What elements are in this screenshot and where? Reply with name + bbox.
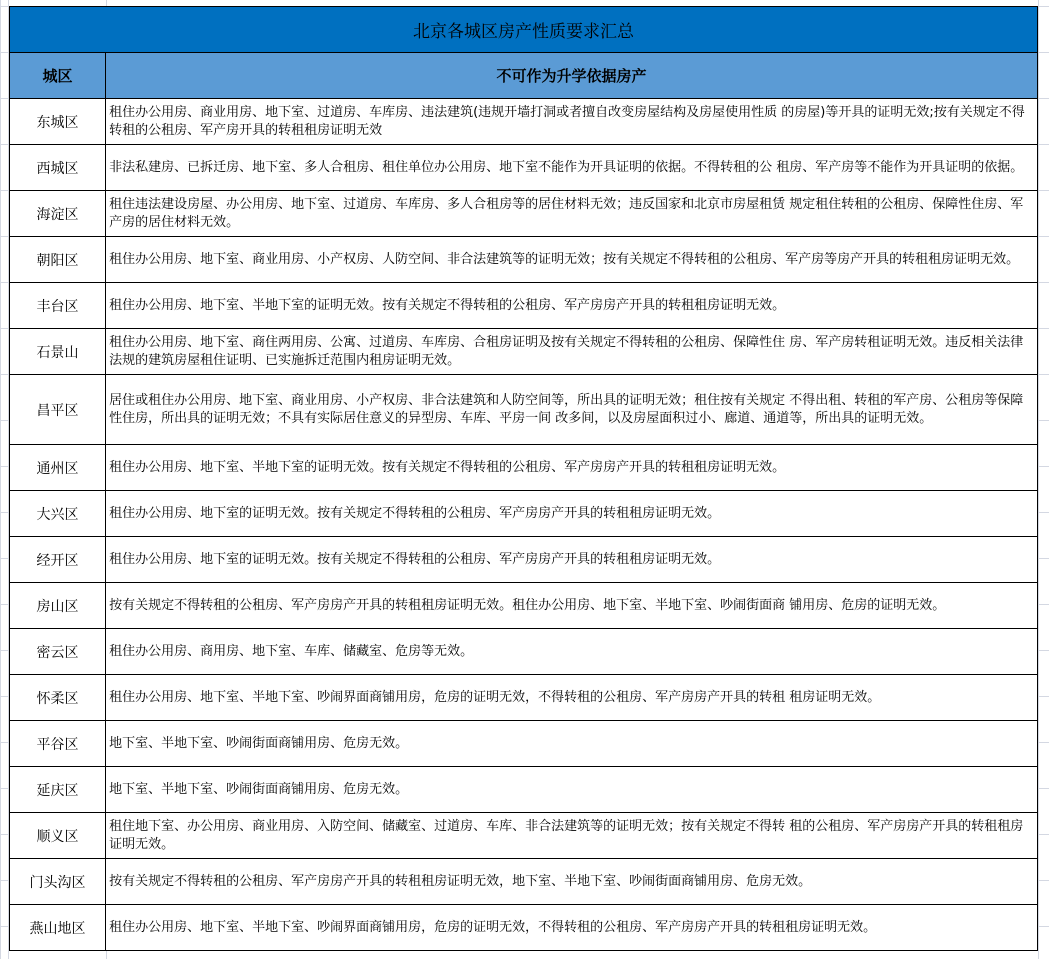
- table-row: [10, 859, 1038, 905]
- district-cell[interactable]: 石景山: [10, 329, 106, 375]
- district-cell[interactable]: 朝阳区: [10, 237, 106, 283]
- rule-cell[interactable]: 地下室、半地下室、吵闹街面商铺用房、危房无效。: [106, 767, 1038, 813]
- table-row: [10, 629, 1038, 675]
- rule-cell[interactable]: 按有关规定不得转租的公租房、军产房房产开具的转租租房证明无效，地下室、半地下室、吵闹街面商铺用房、危房无效。: [106, 859, 1038, 905]
- table-row: [10, 721, 1038, 767]
- district-cell[interactable]: 怀柔区: [10, 675, 106, 721]
- table-row: [10, 99, 1038, 145]
- rule-cell[interactable]: 租住办公用房、地下室、商住两用房、公寓、过道房、车库房、合租房证明及按有关规定不得转租的公租房、保障性住 房、军产房转租证明无效。违反相关法律法规的建筑房屋租住证明、已实施拆迁范围内租房证明无效。: [106, 329, 1038, 375]
- table-row: [10, 145, 1038, 191]
- table-row: [10, 537, 1038, 583]
- rule-cell[interactable]: 租住地下室、办公用房、商业用房、入防空间、储藏室、过道房、车库、非合法建筑等的证明无效；按有关规定不得转 租的公租房、军产房房产开具的转租租房证明无效。: [106, 813, 1038, 859]
- rule-cell[interactable]: 租住办公用房、商用房、地下室、车库、储藏室、危房等无效。: [106, 629, 1038, 675]
- table-row: [10, 491, 1038, 537]
- district-cell[interactable]: 顺义区: [10, 813, 106, 859]
- rule-cell[interactable]: 租住办公用房、地下室、商业用房、小产权房、人防空间、非合法建筑等的证明无效；按有关规定不得转租的公租房、军产房等房产开具的转租租房证明无效。: [106, 237, 1038, 283]
- district-cell[interactable]: 东城区: [10, 99, 106, 145]
- table-row: [10, 905, 1038, 951]
- table-title[interactable]: 北京各城区房产性质要求汇总: [10, 7, 1038, 53]
- rule-cell[interactable]: 租住办公用房、地下室、半地下室、吵闹界面商铺用房，危房的证明无效，不得转租的公租房、军产房房产开具的转租 租房证明无效。: [106, 675, 1038, 721]
- column-header-rule[interactable]: 不可作为升学依据房产: [106, 53, 1038, 99]
- district-cell[interactable]: 门头沟区: [10, 859, 106, 905]
- district-cell[interactable]: 昌平区: [10, 375, 106, 445]
- rule-cell[interactable]: 居住或租住办公用房、地下室、商业用房、小产权房、非合法建筑和人防空间等，所出具的证明无效；租住按有关规定 不得出租、转租的军产房、公租房等保障性住房，所出具的证明无效；不具有实际居住意义的异型房、车库、平房一间 改多间，以及房屋面积过小、廊道、通道等，所出具的证明无效。: [106, 375, 1038, 445]
- district-cell[interactable]: 丰台区: [10, 283, 106, 329]
- rule-cell[interactable]: 租住办公用房、地下室、半地下室、吵闹界面商铺用房，危房的证明无效，不得转租的公租房、军产房房产开具的转租租房证明无效。: [106, 905, 1038, 951]
- rule-cell[interactable]: 按有关规定不得转租的公租房、军产房房产开具的转租租房证明无效。租住办公用房、地下室、半地下室、吵闹街面商 铺用房、危房的证明无效。: [106, 583, 1038, 629]
- table-row: [10, 375, 1038, 445]
- district-cell[interactable]: 西城区: [10, 145, 106, 191]
- district-cell[interactable]: 大兴区: [10, 491, 106, 537]
- table-row: [10, 283, 1038, 329]
- table-row: [10, 329, 1038, 375]
- rule-cell[interactable]: 租住办公用房、地下室、半地下室的证明无效。按有关规定不得转租的公租房、军产房房产开具的转租租房证明无效。: [106, 445, 1038, 491]
- rule-cell[interactable]: 租住办公用房、地下室、半地下室的证明无效。按有关规定不得转租的公租房、军产房房产开具的转租租房证明无效。: [106, 283, 1038, 329]
- district-cell[interactable]: 延庆区: [10, 767, 106, 813]
- rule-cell[interactable]: 租住办公用房、地下室的证明无效。按有关规定不得转租的公租房、军产房房产开具的转租租房证明无效。: [106, 491, 1038, 537]
- rule-cell[interactable]: 租住办公用房、商业用房、地下室、过道房、车库房、违法建筑(违规开墙打洞或者擅自改变房屋结构及房屋使用性质 的房屋)等开具的证明无效;按有关规定不得转租的公租房、军产房开具的转租租房证明无效: [106, 99, 1038, 145]
- gridline-column: [1038, 0, 1039, 959]
- district-cell[interactable]: 燕山地区: [10, 905, 106, 951]
- district-cell[interactable]: 海淀区: [10, 191, 106, 237]
- table-row: [10, 237, 1038, 283]
- table-row: [10, 767, 1038, 813]
- table-row: [10, 191, 1038, 237]
- district-cell[interactable]: 密云区: [10, 629, 106, 675]
- column-header-district[interactable]: 城区: [10, 53, 106, 99]
- rule-cell[interactable]: 租住办公用房、地下室的证明无效。按有关规定不得转租的公租房、军产房房产开具的转租租房证明无效。: [106, 537, 1038, 583]
- table-row: [10, 675, 1038, 721]
- district-cell[interactable]: 经开区: [10, 537, 106, 583]
- rule-cell[interactable]: 非法私建房、已拆迁房、地下室、多人合租房、租住单位办公用房、地下室不能作为开具证明的依据。不得转租的公 租房、军产房等不能作为开具证明的依据。: [106, 145, 1038, 191]
- district-cell[interactable]: 平谷区: [10, 721, 106, 767]
- table-row: [10, 445, 1038, 491]
- rule-cell[interactable]: 租住违法建设房屋、办公用房、地下室、过道房、车库房、多人合租房等的居住材料无效；违反国家和北京市房屋租赁 规定租住转租的公租房、保障性住房、军产房的居住材料无效。: [106, 191, 1038, 237]
- district-property-table: [9, 6, 1038, 951]
- table-row: [10, 813, 1038, 859]
- table-row: [10, 583, 1038, 629]
- rule-cell[interactable]: 地下室、半地下室、吵闹街面商铺用房、危房无效。: [106, 721, 1038, 767]
- district-cell[interactable]: 通州区: [10, 445, 106, 491]
- district-cell[interactable]: 房山区: [10, 583, 106, 629]
